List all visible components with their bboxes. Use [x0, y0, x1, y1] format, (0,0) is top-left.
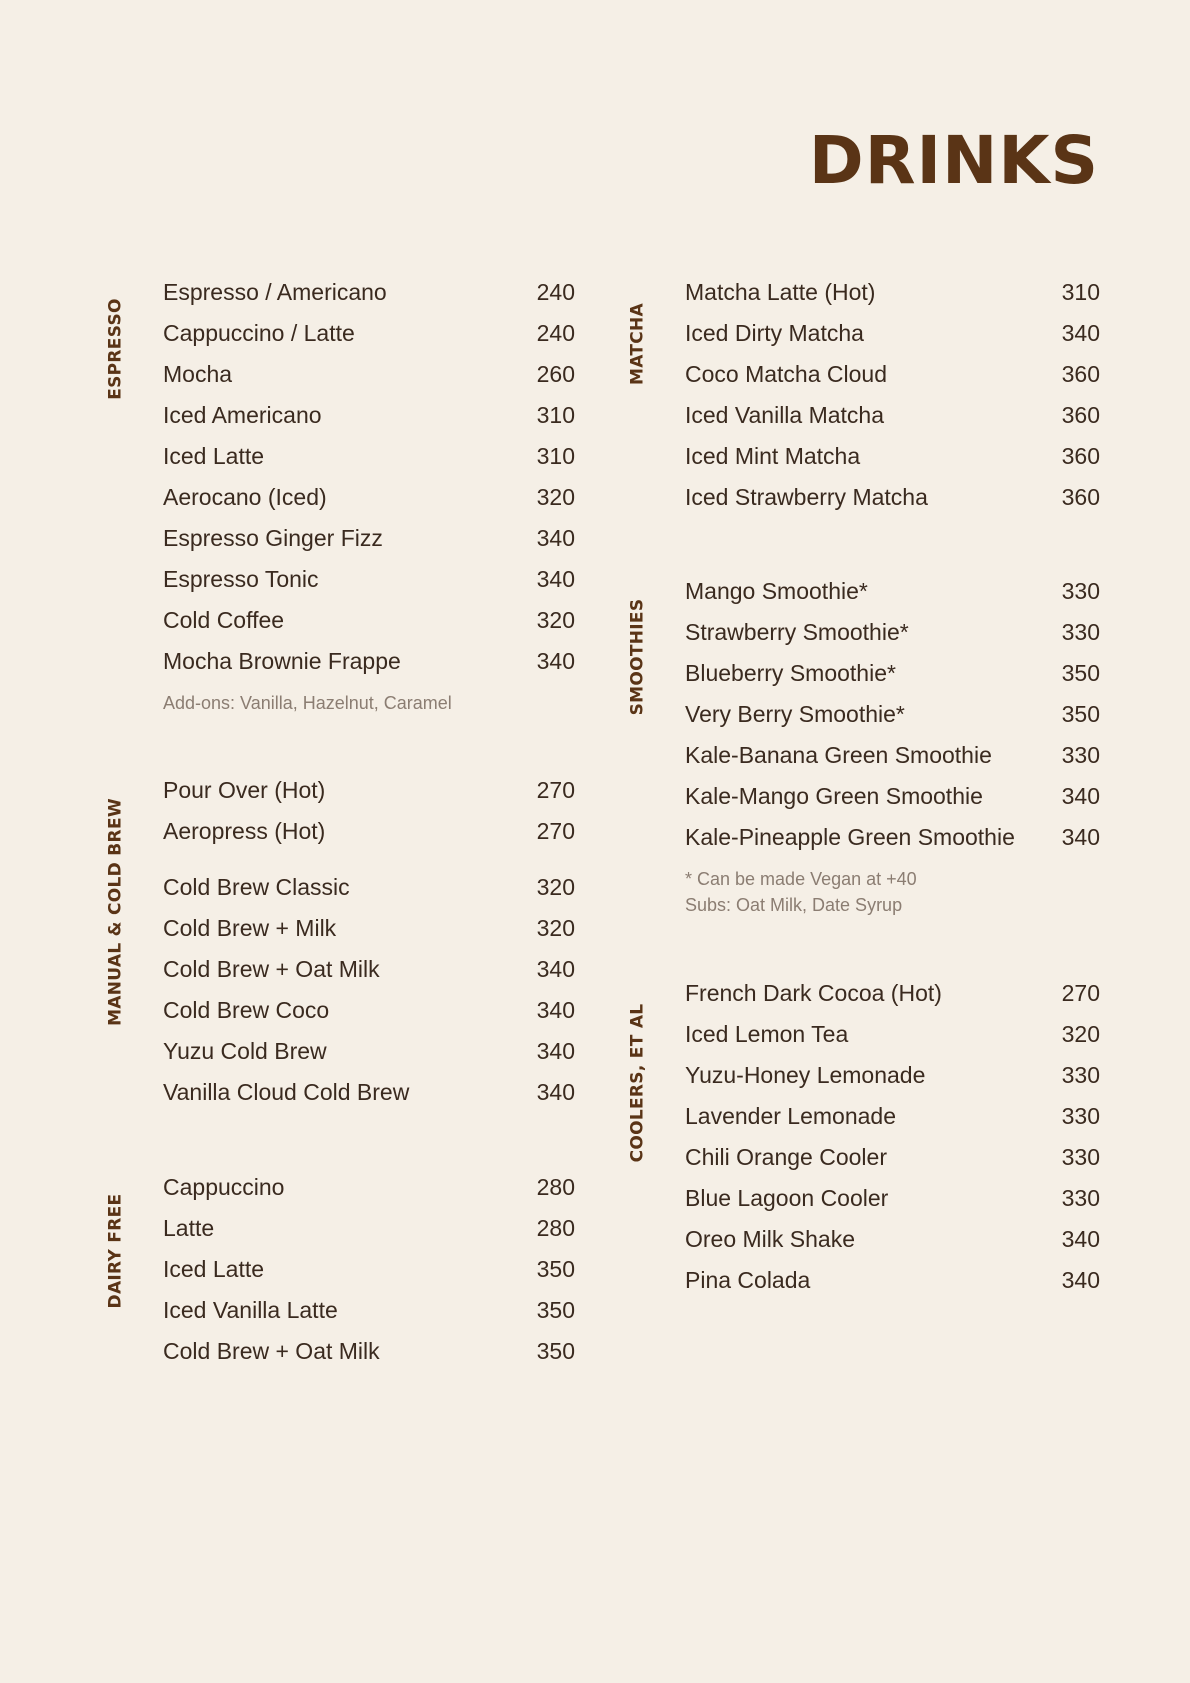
menu-item-name: Pour Over (Hot)	[163, 777, 326, 803]
menu-item-price: 270	[1061, 980, 1100, 1006]
menu-item-price: 350	[536, 1297, 575, 1323]
manual-cold-brew-section	[163, 770, 575, 852]
page-title: DRINKS	[808, 122, 1099, 199]
menu-item-price: 340	[1061, 1226, 1100, 1252]
menu-item-price: 350	[536, 1338, 575, 1364]
menu-item-name: Kale-Pineapple Green Smoothie	[685, 824, 1015, 850]
menu-item	[685, 354, 1100, 395]
menu-item	[163, 1072, 575, 1113]
menu-item-name: Iced Strawberry Matcha	[685, 484, 928, 510]
menu-item	[685, 653, 1100, 694]
menu-item-price: 340	[1061, 783, 1100, 809]
menu-item-price: 350	[1061, 701, 1100, 727]
menu-item	[685, 1260, 1100, 1301]
menu-item	[163, 1249, 575, 1290]
menu-item	[163, 811, 575, 852]
coolers-section	[685, 973, 1100, 1301]
menu-item	[685, 1055, 1100, 1096]
smoothies-section	[685, 571, 1100, 918]
section-label-dairy-free: DAIRY FREE	[105, 1193, 126, 1309]
menu-item-price: 310	[536, 402, 575, 428]
menu-item-name: Very Berry Smoothie*	[685, 701, 905, 727]
menu-item-price: 340	[1061, 824, 1100, 850]
menu-item-price: 340	[536, 1079, 575, 1105]
menu-item-price: 340	[536, 566, 575, 592]
menu-item	[163, 313, 575, 354]
menu-item-price: 320	[1061, 1021, 1100, 1047]
menu-item-name: Cappuccino / Latte	[163, 320, 355, 346]
menu-item-name: Cold Coffee	[163, 607, 285, 633]
menu-item-price: 310	[1061, 279, 1100, 305]
menu-item	[685, 973, 1100, 1014]
smoothies-subs-note: Subs: Oat Milk, Date Syrup	[685, 895, 903, 915]
menu-item-name: Cold Brew + Oat Milk	[163, 1338, 380, 1364]
menu-item-price: 330	[1061, 619, 1100, 645]
matcha-section	[685, 272, 1100, 518]
menu-item	[163, 600, 575, 641]
menu-item-name: Cold Brew + Milk	[163, 915, 337, 941]
menu-item-name: Cold Brew Classic	[163, 874, 350, 900]
menu-item-name: Strawberry Smoothie*	[685, 619, 909, 645]
menu-item	[163, 477, 575, 518]
menu-item-name: Espresso Tonic	[163, 566, 319, 592]
menu-item-price: 330	[1061, 1062, 1100, 1088]
menu-item	[163, 949, 575, 990]
menu-item-name: Vanilla Cloud Cold Brew	[163, 1079, 410, 1105]
menu-item-price: 330	[1061, 1144, 1100, 1170]
menu-item-name: Pina Colada	[685, 1267, 811, 1293]
menu-item	[685, 612, 1100, 653]
menu-item-price: 280	[536, 1174, 575, 1200]
menu-item-price: 340	[536, 1038, 575, 1064]
menu-item-price: 340	[536, 956, 575, 982]
menu-item	[685, 694, 1100, 735]
menu-item-name: Iced Latte	[163, 443, 265, 469]
menu-item	[685, 272, 1100, 313]
menu-item	[685, 436, 1100, 477]
menu-item	[163, 867, 575, 908]
menu-item	[163, 1167, 575, 1208]
menu-item-name: Lavender Lemonade	[685, 1103, 896, 1129]
menu-item-name: Cappuccino	[163, 1174, 285, 1200]
menu-item-price: 270	[536, 818, 575, 844]
menu-item-name: Iced Lemon Tea	[685, 1021, 849, 1047]
menu-item	[685, 817, 1100, 858]
menu-item-price: 270	[536, 777, 575, 803]
menu-item-name: Mocha	[163, 361, 233, 387]
menu-item-price: 260	[536, 361, 575, 387]
menu-item	[685, 395, 1100, 436]
menu-item	[163, 354, 575, 395]
menu-item	[685, 1014, 1100, 1055]
menu-item-price: 320	[536, 484, 575, 510]
menu-item-price: 360	[1061, 484, 1100, 510]
menu-item-name: Iced Mint Matcha	[685, 443, 861, 469]
menu-item-name: Aeropress (Hot)	[163, 818, 326, 844]
menu-item-name: Kale-Mango Green Smoothie	[685, 783, 983, 809]
menu-item	[163, 395, 575, 436]
menu-item-price: 360	[1061, 402, 1100, 428]
espresso-section	[163, 272, 575, 716]
menu-item	[685, 776, 1100, 817]
menu-item-price: 340	[536, 997, 575, 1023]
menu-item-name: Espresso Ginger Fizz	[163, 525, 383, 551]
menu-item-name: Espresso / Americano	[163, 279, 387, 305]
espresso-addons-note: Add-ons: Vanilla, Hazelnut, Caramel	[163, 693, 452, 713]
menu-item-name: French Dark Cocoa (Hot)	[685, 980, 942, 1006]
menu-item-name: Latte	[163, 1215, 215, 1241]
menu-item-name: Matcha Latte (Hot)	[685, 279, 876, 305]
menu-item-name: Mango Smoothie*	[685, 578, 868, 604]
menu-item	[163, 436, 575, 477]
menu-item-price: 330	[1061, 1103, 1100, 1129]
menu-item	[163, 1208, 575, 1249]
menu-item	[685, 313, 1100, 354]
menu-item	[163, 1290, 575, 1331]
menu-item-price: 320	[536, 607, 575, 633]
menu-item-name: Chili Orange Cooler	[685, 1144, 887, 1170]
menu-item	[685, 477, 1100, 518]
menu-item-price: 330	[1061, 742, 1100, 768]
menu-item-price: 340	[1061, 1267, 1100, 1293]
section-label-matcha: MATCHA	[627, 302, 648, 386]
menu-item-price: 340	[536, 648, 575, 674]
section-label-manual-cold-brew: MANUAL & COLD BREW	[105, 798, 126, 1026]
menu-item	[685, 1137, 1100, 1178]
menu-item-price: 330	[1061, 1185, 1100, 1211]
menu-item-name: Iced Dirty Matcha	[685, 320, 864, 346]
menu-item-name: Cold Brew + Oat Milk	[163, 956, 380, 982]
cold-brew-section	[163, 867, 575, 1113]
menu-item-name: Yuzu Cold Brew	[163, 1038, 327, 1064]
menu-item-price: 350	[1061, 660, 1100, 686]
menu-item	[163, 641, 575, 682]
section-label-smoothies: SMOOTHIES	[627, 598, 648, 716]
menu-item-name: Blue Lagoon Cooler	[685, 1185, 889, 1211]
menu-item-price: 240	[536, 279, 575, 305]
menu-item-name: Iced Vanilla Latte	[163, 1297, 338, 1323]
menu-item-price: 310	[536, 443, 575, 469]
menu-item	[163, 559, 575, 600]
menu-item-name: Oreo Milk Shake	[685, 1226, 856, 1252]
menu-item-price: 340	[1061, 320, 1100, 346]
menu-item-name: Cold Brew Coco	[163, 997, 330, 1023]
smoothies-vegan-note: * Can be made Vegan at +40	[685, 869, 917, 889]
menu-item-name: Iced Latte	[163, 1256, 265, 1282]
menu-item-name: Mocha Brownie Frappe	[163, 648, 401, 674]
menu-item	[685, 735, 1100, 776]
menu-item	[163, 770, 575, 811]
menu-item	[163, 272, 575, 313]
menu-item-price: 240	[536, 320, 575, 346]
menu-item-name: Blueberry Smoothie*	[685, 660, 896, 686]
menu-item-price: 320	[536, 874, 575, 900]
menu-item	[163, 908, 575, 949]
menu-item-name: Yuzu-Honey Lemonade	[685, 1062, 926, 1088]
menu-item-name: Iced Americano	[163, 402, 322, 428]
section-label-espresso: ESPRESSO	[105, 298, 126, 400]
menu-item	[685, 1096, 1100, 1137]
menu-item	[685, 1178, 1100, 1219]
menu-item	[163, 1331, 575, 1372]
section-label-coolers: COOLERS, ET AL	[627, 1003, 648, 1163]
menu-item-price: 340	[536, 525, 575, 551]
menu-item-price: 280	[536, 1215, 575, 1241]
menu-item-name: Iced Vanilla Matcha	[685, 402, 885, 428]
menu-item-name: Kale-Banana Green Smoothie	[685, 742, 992, 768]
menu-item	[685, 1219, 1100, 1260]
menu-item-price: 320	[536, 915, 575, 941]
menu-item-price: 330	[1061, 578, 1100, 604]
menu-item-price: 360	[1061, 443, 1100, 469]
menu-item	[163, 518, 575, 559]
dairy-free-section	[163, 1167, 575, 1372]
menu-item	[163, 990, 575, 1031]
menu-item	[685, 571, 1100, 612]
menu-item-name: Coco Matcha Cloud	[685, 361, 887, 387]
menu-item-price: 360	[1061, 361, 1100, 387]
menu-item-name: Aerocano (Iced)	[163, 484, 327, 510]
menu-item-price: 350	[536, 1256, 575, 1282]
menu-item	[163, 1031, 575, 1072]
